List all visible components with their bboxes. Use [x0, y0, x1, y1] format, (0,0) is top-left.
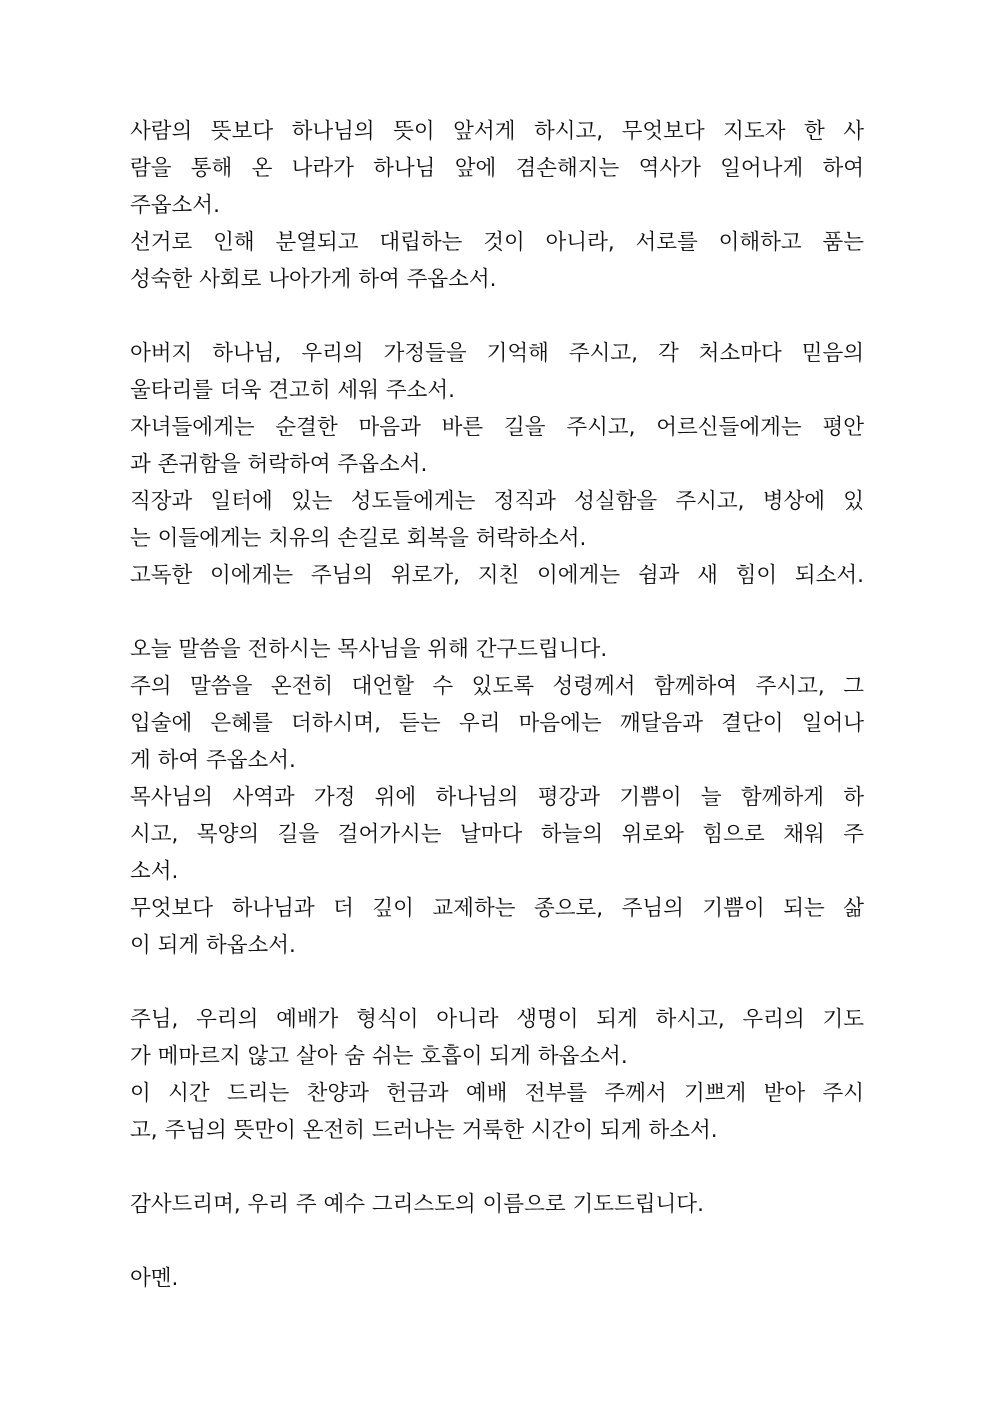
document-page — [130, 113, 864, 1297]
paragraph-pastor — [130, 631, 864, 964]
text-line: 과 존귀함을 허락하여 주옵소서. — [130, 452, 428, 477]
text-line: 선거로 인해 분열되고 대립하는 것이 아니라, 서로를 이해하고 품는 — [130, 230, 864, 255]
paragraph-gap — [130, 1149, 864, 1186]
text-line: 오늘 말씀을 전하시는 목사님을 위해 간구드립니다. — [130, 637, 608, 662]
paragraph-worship — [130, 1001, 864, 1149]
text-line: 목사님의 사역과 가정 위에 하나님의 평강과 기쁨이 늘 함께하게 하 — [130, 785, 864, 810]
paragraph-gap — [130, 1223, 864, 1260]
paragraph-families — [130, 335, 864, 594]
text-line: 주의 말씀을 온전히 대언할 수 있도록 성령께서 함께하여 주시고, 그 — [130, 674, 864, 699]
paragraph-gap — [130, 298, 864, 335]
paragraph-closing — [130, 1186, 864, 1223]
text-line: 고독한 이에게는 주님의 위로가, 지친 이에게는 쉼과 새 힘이 되소서. — [130, 563, 864, 588]
text-line: 주님, 우리의 예배가 형식이 아니라 생명이 되게 하시고, 우리의 기도 — [130, 1007, 864, 1032]
text-line: 울타리를 더욱 견고히 세워 주소서. — [130, 378, 455, 403]
paragraph-gap — [130, 964, 864, 1001]
paragraph-amen — [130, 1260, 864, 1297]
text-line: 성숙한 사회로 나아가게 하여 주옵소서. — [130, 267, 497, 292]
text-line: 시고, 목양의 길을 걸어가시는 날마다 하늘의 위로와 힘으로 채워 주 — [130, 822, 864, 847]
text-line: 아멘. — [130, 1266, 179, 1291]
paragraph-leaders — [130, 113, 864, 298]
text-line: 가 메마르지 않고 살아 숨 쉬는 호흡이 되게 하옵소서. — [130, 1044, 628, 1069]
text-line: 감사드리며, 우리 주 예수 그리스도의 이름으로 기도드립니다. — [130, 1192, 704, 1217]
text-line: 는 이들에게는 치유의 손길로 회복을 허락하소서. — [130, 526, 587, 551]
text-line: 주옵소서. — [130, 193, 220, 218]
text-line: 입술에 은혜를 더하시며, 듣는 우리 마음에는 깨달음과 결단이 일어나 — [130, 711, 864, 736]
text-line: 직장과 일터에 있는 성도들에게는 정직과 성실함을 주시고, 병상에 있 — [130, 489, 864, 514]
text-line: 이 되게 하옵소서. — [130, 933, 296, 958]
text-line: 고, 주님의 뜻만이 온전히 드러나는 거룩한 시간이 되게 하소서. — [130, 1118, 718, 1143]
paragraph-gap — [130, 594, 864, 631]
text-line: 소서. — [130, 859, 179, 884]
text-line: 자녀들에게는 순결한 마음과 바른 길을 주시고, 어르신들에게는 평안 — [130, 415, 864, 440]
text-line: 게 하여 주옵소서. — [130, 748, 296, 773]
text-line: 아버지 하나님, 우리의 가정들을 기억해 주시고, 각 처소마다 믿음의 — [130, 341, 864, 366]
text-line: 사람의 뜻보다 하나님의 뜻이 앞서게 하시고, 무엇보다 지도자 한 사 — [130, 119, 864, 144]
text-line: 이 시간 드리는 찬양과 헌금과 예배 전부를 주께서 기쁘게 받아 주시 — [130, 1081, 864, 1106]
text-line: 무엇보다 하나님과 더 깊이 교제하는 종으로, 주님의 기쁨이 되는 삶 — [130, 896, 864, 921]
text-line: 람을 통해 온 나라가 하나님 앞에 겸손해지는 역사가 일어나게 하여 — [130, 156, 864, 181]
